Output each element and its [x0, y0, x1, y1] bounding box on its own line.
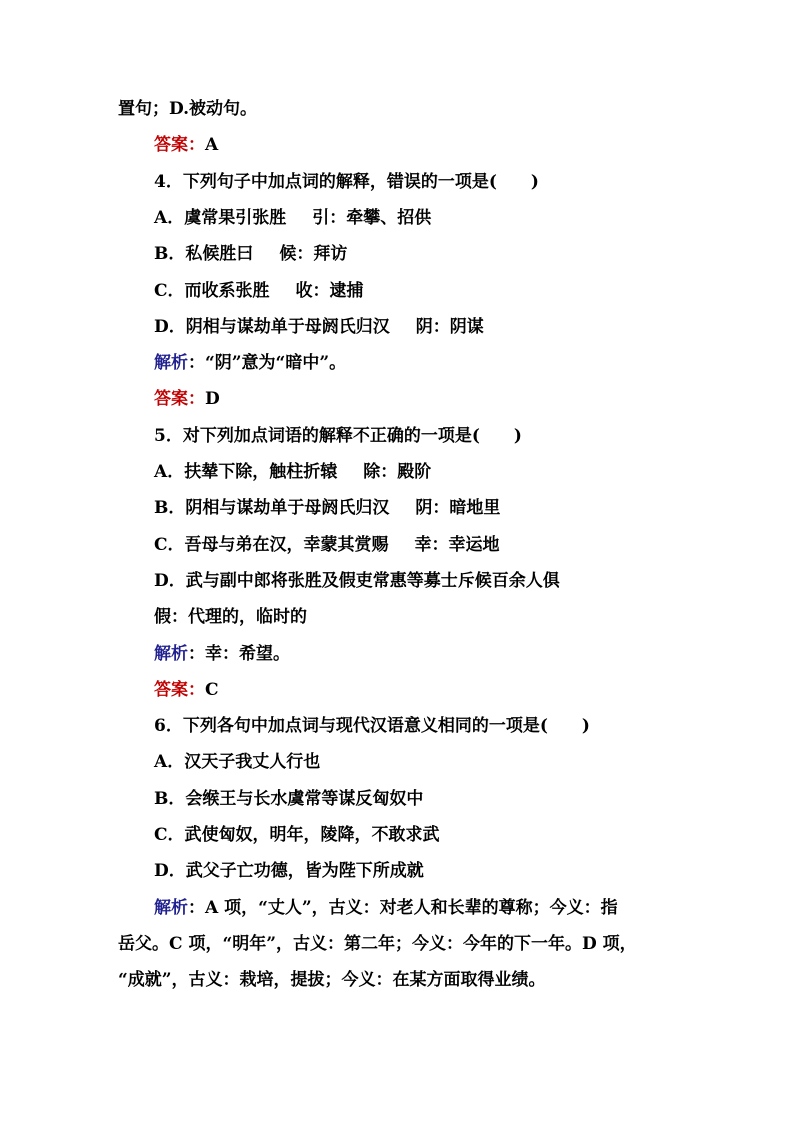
analysis-line-q6-cont: 岳父。C 项，“明年”，古义：第二年；今义：今年的下一年。D 项， [118, 934, 637, 954]
option-text: B．阴相与谋劫单于母阏氏归汉 [154, 498, 390, 518]
question-text: 6．下列各句中加点词与现代汉语意义相同的一项是( [154, 716, 548, 736]
question-6-stem [154, 715, 590, 737]
option-gloss: 阴：阴谋 [415, 317, 484, 337]
analysis-label: 解析 [154, 644, 188, 664]
option-gloss: 阴：暗地里 [415, 498, 501, 518]
answer-label: 答案： [154, 389, 205, 409]
close-paren: ) [530, 172, 539, 192]
option-gloss: 幸：幸运地 [414, 535, 500, 555]
option-text: A．扶辇下除，触柱折辕 [154, 462, 338, 482]
question-6-option-b: B．会缑王与长水虞常等谋反匈奴中 [154, 789, 424, 809]
question-6-option-a: A．汉天子我丈人行也 [154, 752, 321, 772]
answer-value: A [205, 135, 219, 155]
close-paren: ) [581, 716, 590, 736]
option-text: D．武与副中郎将张胜及假吏常惠等募士斥候百余人俱 [154, 571, 560, 591]
answer-label: 答案： [154, 135, 205, 155]
option-text: D．阴相与谋劫单于母阏氏归汉 [154, 317, 390, 337]
question-text: 5．对下列加点词语的解释不正确的一项是( [154, 426, 480, 446]
question-4-stem [154, 171, 539, 193]
question-5-stem [154, 425, 522, 447]
option-gloss: 候：拜访 [279, 244, 348, 264]
option-text: B．私候胜曰 [154, 244, 254, 264]
question-6-option-d: D．武父子亡功德，皆为陛下所成就 [154, 861, 424, 881]
question-5-option-b [154, 497, 500, 519]
question-text: 4．下列句子中加点词的解释，错误的一项是( [154, 172, 497, 192]
question-4-option-b [154, 243, 347, 265]
option-gloss: 收：逮捕 [295, 281, 364, 301]
question-4-option-c [154, 280, 364, 302]
answer-line-q4 [154, 388, 220, 410]
option-text: C．而收系张胜 [154, 281, 270, 301]
analysis-text: ：幸：希望。 [188, 644, 290, 664]
analysis-line-q4 [154, 352, 346, 374]
option-text: C．吾母与弟在汉，幸蒙其赏赐 [154, 535, 389, 555]
answer-value: C [205, 680, 219, 700]
question-4-option-a [154, 207, 431, 229]
analysis-label: 解析 [154, 353, 188, 373]
question-5-option-c [154, 534, 500, 556]
option-gloss: 引：牵攀、招供 [312, 208, 432, 228]
question-4-option-d [154, 316, 484, 338]
analysis-line-q6-cont: “成就”，古义：栽培，提拔；今义：在某方面取得业绩。 [118, 970, 546, 990]
analysis-line-q5 [154, 643, 290, 665]
analysis-label: 解析 [154, 898, 188, 918]
analysis-text: ：A 项，“丈人”，古义：对老人和长辈的尊称；今义：指 [188, 898, 618, 918]
analysis-line-q6 [154, 897, 618, 919]
answer-label: 答案： [154, 680, 205, 700]
close-paren: ) [513, 426, 522, 446]
question-5-option-d [154, 570, 560, 592]
option-gloss: 除：殿阶 [363, 462, 432, 482]
question-6-option-c: C．武使匈奴，明年，陵降，不敢求武 [154, 825, 440, 845]
question-5-option-a [154, 461, 431, 483]
text-line: 置句；D.被动句。 [118, 99, 258, 119]
option-text: A．虞常果引张胜 [154, 208, 287, 228]
question-5-option-d-gloss: 假：代理的，临时的 [154, 607, 307, 627]
answer-value: D [205, 389, 220, 409]
answer-line-q5 [154, 679, 219, 701]
answer-line-q3 [154, 134, 218, 156]
analysis-text: ：“阴”意为“暗中”。 [188, 353, 347, 373]
